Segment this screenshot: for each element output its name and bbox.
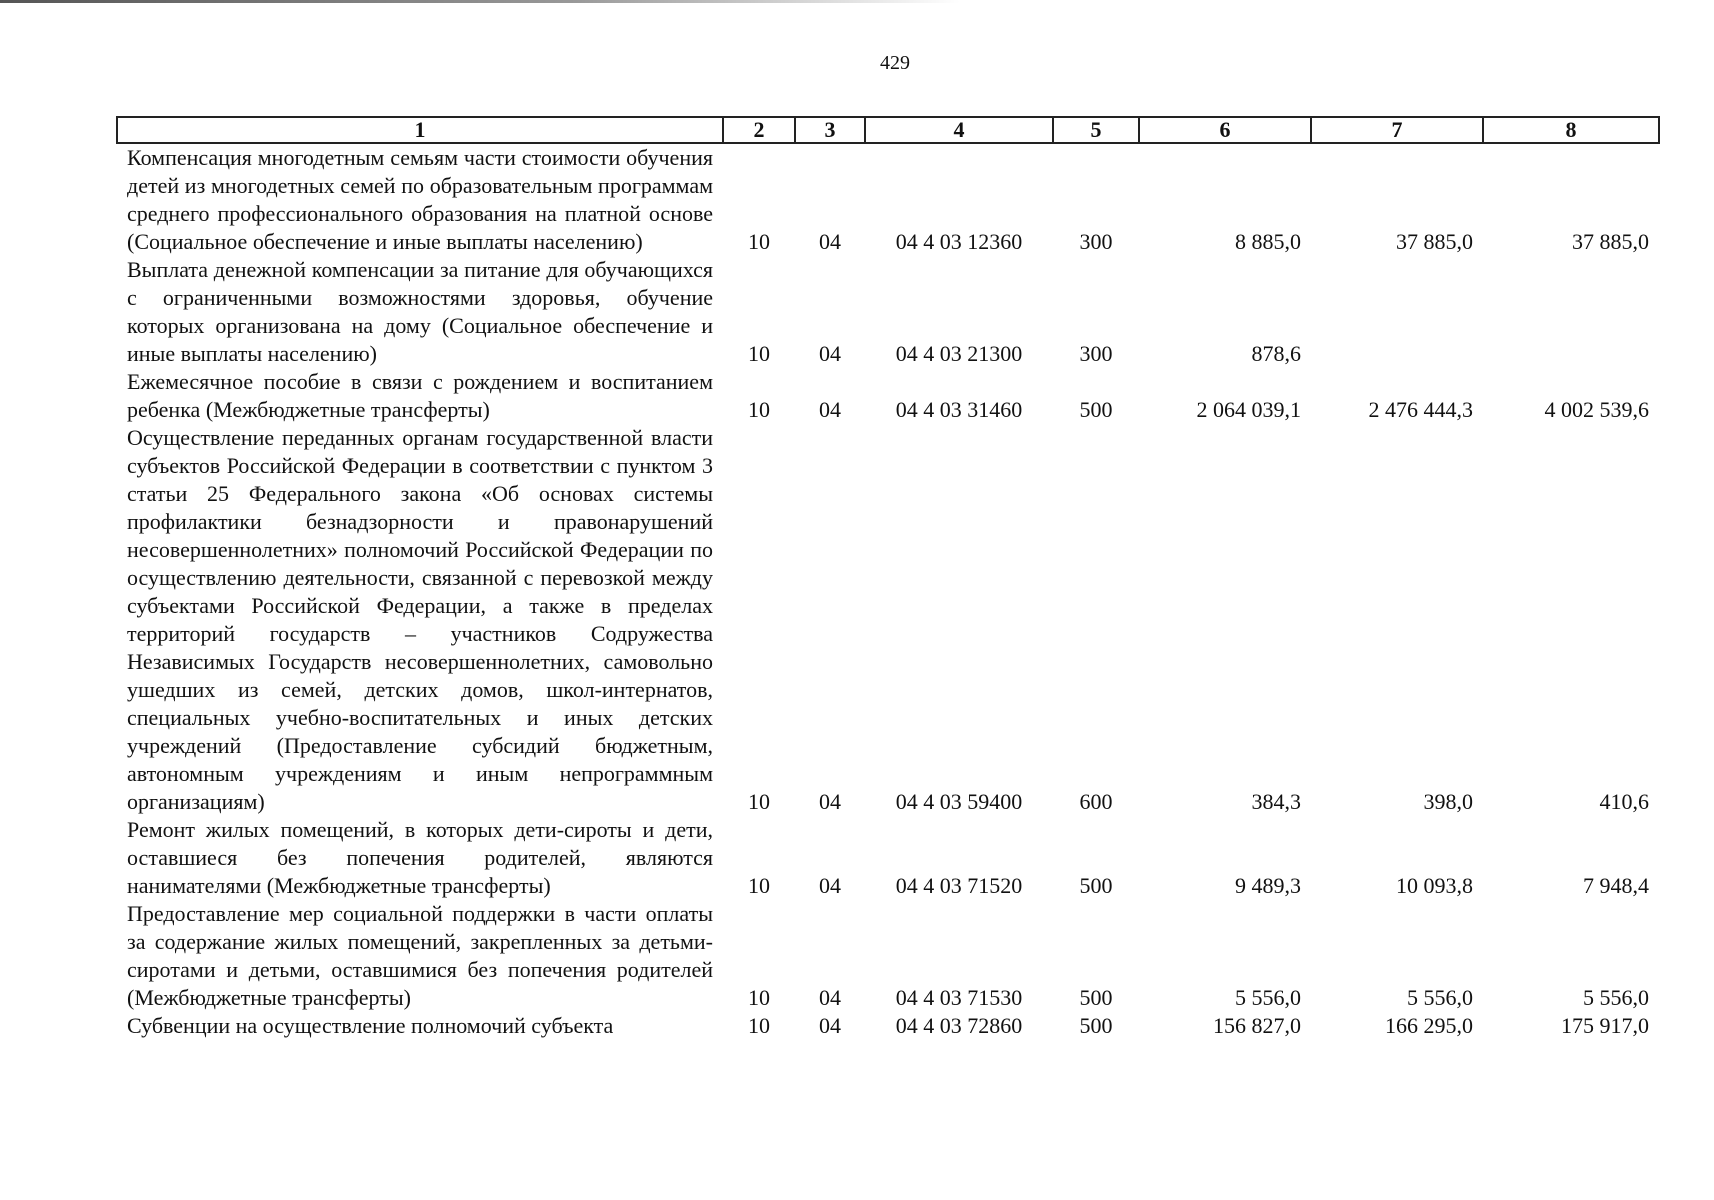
budget-table — [116, 116, 1660, 1040]
row-amount-col6: 9 489,3 — [1235, 873, 1301, 898]
table-body — [117, 143, 1659, 1040]
row-description: Компенсация многодетным семьям части стоимости обучения детей из многодетных семей по образовательным программам среднего профессионального образования на платной основе (Социальное обеспечение и иные выплаты населению) — [127, 145, 713, 254]
row-target-code: 04 4 03 71530 — [895, 985, 1023, 1010]
row-target-code: 04 4 03 72860 — [895, 1013, 1023, 1038]
row-section: 10 — [748, 985, 770, 1010]
row-amount-col7 — [1311, 256, 1483, 368]
row-expense-type: 500 — [1079, 873, 1113, 898]
header-col-2: 2 — [723, 117, 795, 143]
row-description: Выплата денежной компенсации за питание для обучающихся с ограниченными возможностями здоровья, обучение которых организована на дому (Социальное обеспечение и иные выплаты населению) — [127, 257, 713, 366]
row-description: Ежемесячное пособие в связи с рождением и воспитанием ребенка (Межбюджетные трансферты) — [127, 369, 713, 422]
row-subsection: 04 — [819, 1013, 841, 1038]
row-expense-type: 300 — [1079, 341, 1113, 366]
header-col-5: 5 — [1053, 117, 1139, 143]
row-section: 10 — [748, 341, 770, 366]
row-section: 10 — [748, 1013, 770, 1038]
row-section: 10 — [748, 789, 770, 814]
row-amount-col6: 2 064 039,1 — [1196, 397, 1301, 422]
row-amount-col7: 166 295,0 — [1385, 1013, 1473, 1038]
row-amount-col8: 7 948,4 — [1583, 873, 1649, 898]
row-amount-col8 — [1483, 256, 1659, 368]
row-section: 10 — [748, 229, 770, 254]
row-expense-type: 300 — [1079, 229, 1113, 254]
row-amount-col7: 10 093,8 — [1396, 873, 1473, 898]
row-description: Предоставление мер социальной поддержки в части оплаты за содержание жилых помещений, закрепленных за детьми-сиротами и детьми, оставшимися без попечения родителей (Межбюджетные трансферты) — [127, 901, 713, 1010]
row-description: Ремонт жилых помещений, в которых дети-сироты и дети, оставшиеся без попечения родителей, являются нанимателями (Межбюджетные трансферты) — [127, 817, 713, 898]
row-amount-col7: 37 885,0 — [1396, 229, 1473, 254]
row-subsection: 04 — [819, 985, 841, 1010]
row-subsection: 04 — [819, 229, 841, 254]
header-col-4: 4 — [865, 117, 1053, 143]
row-amount-col6: 5 556,0 — [1235, 985, 1301, 1010]
row-amount-col8: 37 885,0 — [1572, 229, 1649, 254]
row-amount-col7: 2 476 444,3 — [1368, 397, 1473, 422]
table-row — [117, 816, 1659, 900]
table-row — [117, 1012, 1659, 1040]
table-row — [117, 256, 1659, 368]
row-subsection: 04 — [819, 397, 841, 422]
header-row — [117, 117, 1659, 143]
header-col-7: 7 — [1311, 117, 1483, 143]
row-target-code: 04 4 03 21300 — [895, 341, 1023, 366]
row-description: Субвенции на осуществление полномочий субъекта — [127, 1013, 614, 1038]
row-amount-col8: 5 556,0 — [1583, 985, 1649, 1010]
header-col-3: 3 — [795, 117, 865, 143]
row-amount-col7: 398,0 — [1423, 789, 1473, 814]
row-expense-type: 500 — [1079, 1013, 1113, 1038]
row-expense-type: 500 — [1079, 397, 1113, 422]
row-target-code: 04 4 03 71520 — [895, 873, 1023, 898]
row-amount-col8: 175 917,0 — [1561, 1013, 1649, 1038]
row-amount-col6: 878,6 — [1251, 341, 1301, 366]
table-row — [117, 900, 1659, 1012]
row-target-code: 04 4 03 12360 — [895, 229, 1023, 254]
row-target-code: 04 4 03 59400 — [895, 789, 1023, 814]
table-row — [117, 424, 1659, 816]
row-section: 10 — [748, 873, 770, 898]
row-amount-col7: 5 556,0 — [1407, 985, 1473, 1010]
header-col-1: 1 — [117, 117, 723, 143]
row-subsection: 04 — [819, 341, 841, 366]
row-subsection: 04 — [819, 873, 841, 898]
row-section: 10 — [748, 397, 770, 422]
row-amount-col6: 156 827,0 — [1213, 1013, 1301, 1038]
row-amount-col8: 410,6 — [1599, 789, 1649, 814]
row-subsection: 04 — [819, 789, 841, 814]
row-amount-col6: 384,3 — [1251, 789, 1301, 814]
row-amount-col8: 4 002 539,6 — [1544, 397, 1649, 422]
row-target-code: 04 4 03 31460 — [895, 397, 1023, 422]
header-col-8: 8 — [1483, 117, 1659, 143]
page-number: 429 — [880, 52, 910, 74]
table-row — [117, 143, 1659, 256]
header-col-6: 6 — [1139, 117, 1311, 143]
row-amount-col6: 8 885,0 — [1235, 229, 1301, 254]
table-header — [117, 117, 1659, 143]
scan-edge — [0, 0, 960, 3]
row-expense-type: 500 — [1079, 985, 1113, 1010]
row-description: Осуществление переданных органам государственной власти субъектов Российской Федерации в соответствии с пунктом 3 статьи 25 Федерального закона «Об основах системы профилактики безнадзорности и правонарушений несовершеннолетних» полномочий Российской Федерации по осуществлению деятельности, связанной с перевозкой между субъектами Российской Федерации, а также в пределах территорий государств – участников Содружества Независимых Государств несовершеннолетних, самовольно ушедших из семей, детских домов, школ-интернатов, специальных учебно-воспитательных и иных детских учреждений (Предоставление субсидий бюджетным, автономным учреждениям и иным непрограммным организациям) — [127, 425, 713, 814]
table-row — [117, 368, 1659, 424]
row-expense-type: 600 — [1079, 789, 1113, 814]
